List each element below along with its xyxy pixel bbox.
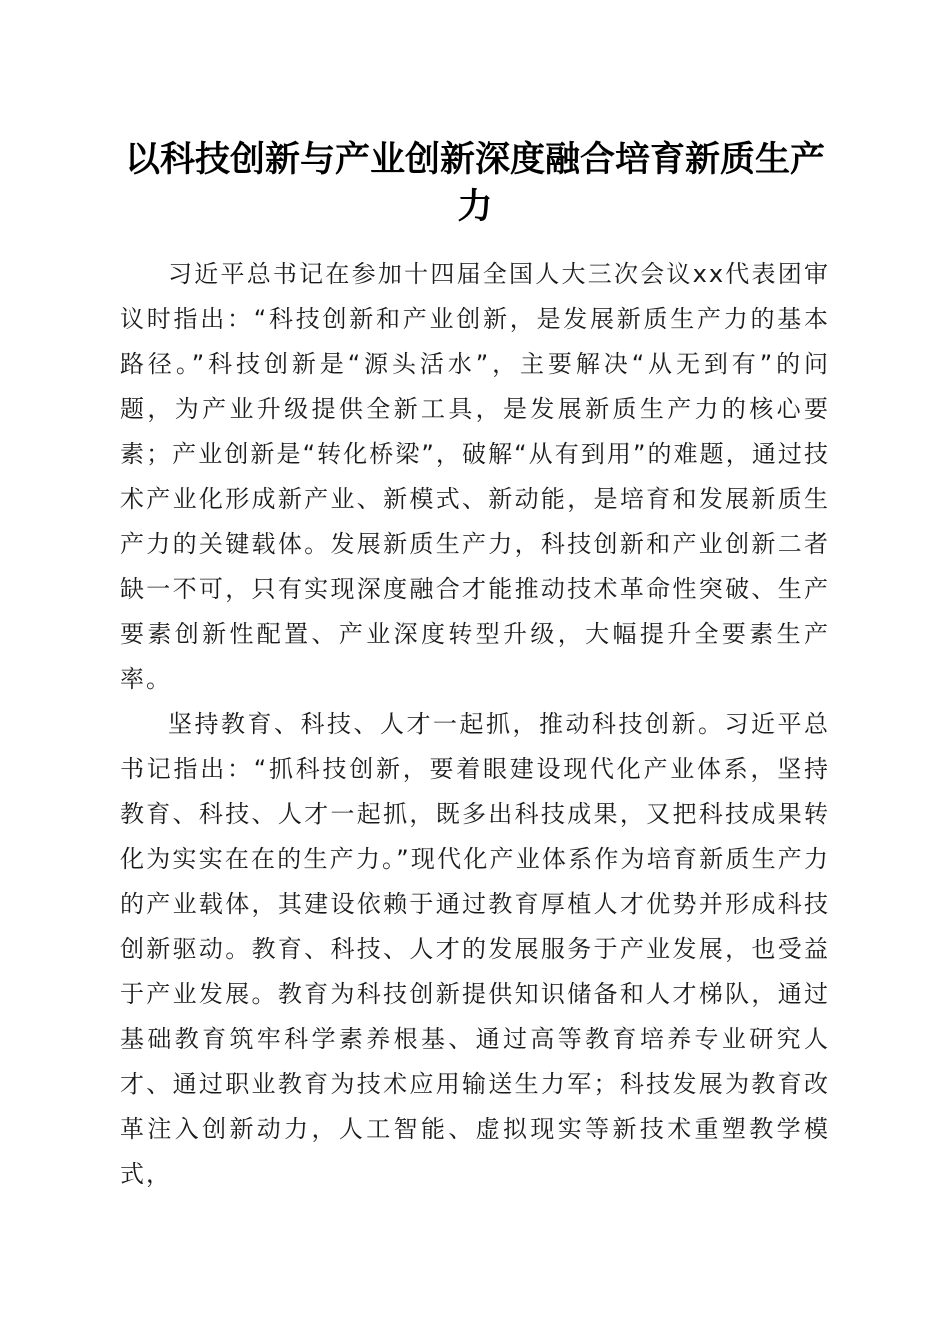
- paragraph-intro: 习近平总书记在参加十四届全国人大三次会议xx代表团审议时指出：“科技创新和产业创新，是发展新质生产力的基本路径。”科技创新是“源头活水”，主要解决“从无到有”的问题，为产业升级提供全新工具，是发展新质生产力的核心要素；产业创新是“转化桥梁”，破解“从有到用”的难题，通过技术产业化形成新产业、新模式、新动能，是培育和发展新质生产力的关键载体。发展新质生产力，科技创新和产业创新二者缺一不可，只有实现深度融合才能推动技术革命性突破、生产要素创新性配置、产业深度转型升级，大幅提升全要素生产率。: [120, 260, 830, 693]
- document-title: 以科技创新与产业创新深度融合培育新质生产力: [124, 139, 825, 227]
- paragraph-education-science-talent: 坚持教育、科技、人才一起抓，推动科技创新。习近平总书记指出：“抓科技创新，要着眼建设现代化产业体系，坚持教育、科技、人才一起抓，既多出科技成果，又把科技成果转化为实实在在的生产力。”现代化产业体系作为培育新质生产力的产业载体，其建设依赖于通过教育厚植人才优势并形成科技创新驱动。教育、科技、人才的发展服务于产业发展，也受益于产业发展。教育为科技创新提供知识储备和人才梯队，通过基础教育筑牢科学素养根基、通过高等教育培养专业研究人才、通过职业教育为技术应用输送生力军；科技发展为教育改革注入创新动力，人工智能、虚拟现实等新技术重塑教学模式，: [120, 710, 830, 1188]
- document-body: [120, 252, 830, 1197]
